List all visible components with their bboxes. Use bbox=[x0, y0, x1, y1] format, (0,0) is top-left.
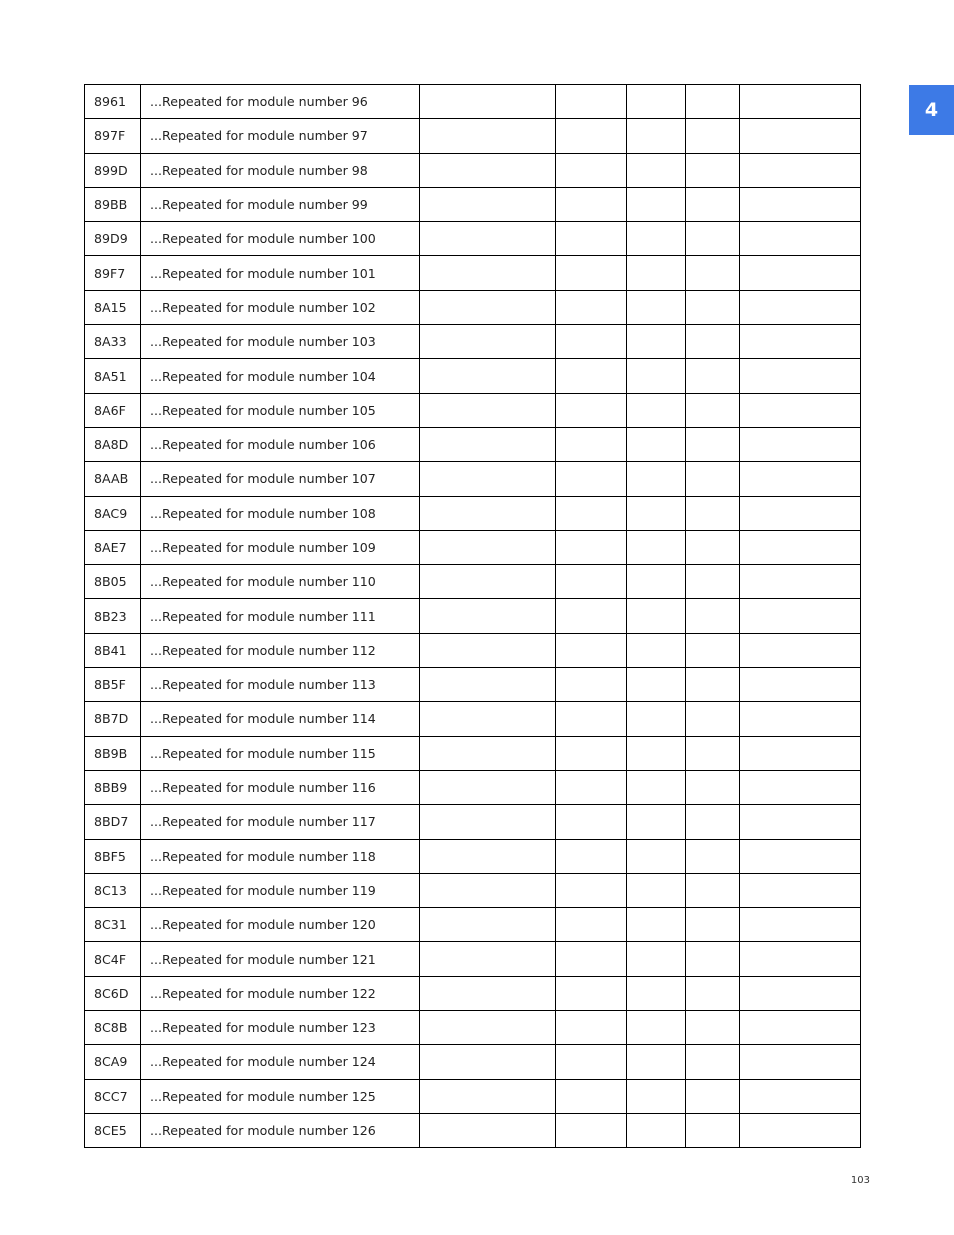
page-number: 103 bbox=[850, 1175, 870, 1186]
table-row bbox=[85, 736, 861, 770]
empty-cell bbox=[627, 359, 686, 393]
empty-cell bbox=[740, 942, 861, 976]
address-cell: 8AAB bbox=[85, 462, 141, 496]
empty-cell bbox=[686, 565, 740, 599]
empty-cell bbox=[740, 599, 861, 633]
description-cell: ...Repeated for module number 103 bbox=[141, 325, 420, 359]
empty-cell bbox=[740, 839, 861, 873]
empty-cell bbox=[556, 942, 627, 976]
empty-cell bbox=[627, 153, 686, 187]
empty-cell bbox=[740, 1011, 861, 1045]
address-cell: 8A6F bbox=[85, 393, 141, 427]
empty-cell bbox=[686, 496, 740, 530]
empty-cell bbox=[420, 256, 556, 290]
empty-cell bbox=[686, 1079, 740, 1113]
empty-cell bbox=[627, 290, 686, 324]
empty-cell bbox=[627, 1113, 686, 1147]
empty-cell bbox=[686, 290, 740, 324]
table-row bbox=[85, 530, 861, 564]
empty-cell bbox=[740, 462, 861, 496]
empty-cell bbox=[420, 736, 556, 770]
table-row bbox=[85, 908, 861, 942]
table-row bbox=[85, 565, 861, 599]
empty-cell bbox=[420, 668, 556, 702]
empty-cell bbox=[740, 770, 861, 804]
empty-cell bbox=[556, 85, 627, 119]
empty-cell bbox=[420, 599, 556, 633]
empty-cell bbox=[686, 770, 740, 804]
empty-cell bbox=[740, 187, 861, 221]
empty-cell bbox=[556, 153, 627, 187]
table-body bbox=[85, 85, 861, 1148]
empty-cell bbox=[686, 1045, 740, 1079]
description-cell: ...Repeated for module number 106 bbox=[141, 427, 420, 461]
description-cell: ...Repeated for module number 105 bbox=[141, 393, 420, 427]
description-cell: ...Repeated for module number 126 bbox=[141, 1113, 420, 1147]
empty-cell bbox=[420, 770, 556, 804]
table-row bbox=[85, 1113, 861, 1147]
empty-cell bbox=[420, 359, 556, 393]
empty-cell bbox=[686, 153, 740, 187]
table-row bbox=[85, 427, 861, 461]
empty-cell bbox=[740, 1113, 861, 1147]
empty-cell bbox=[627, 187, 686, 221]
description-cell: ...Repeated for module number 107 bbox=[141, 462, 420, 496]
modbus-register-table bbox=[84, 84, 861, 1148]
empty-cell bbox=[627, 325, 686, 359]
table-row bbox=[85, 633, 861, 667]
empty-cell bbox=[556, 393, 627, 427]
table-row bbox=[85, 222, 861, 256]
empty-cell bbox=[686, 805, 740, 839]
address-cell: 8A8D bbox=[85, 427, 141, 461]
empty-cell bbox=[627, 256, 686, 290]
empty-cell bbox=[740, 119, 861, 153]
empty-cell bbox=[556, 119, 627, 153]
description-cell: ...Repeated for module number 101 bbox=[141, 256, 420, 290]
empty-cell bbox=[627, 1045, 686, 1079]
table-row bbox=[85, 290, 861, 324]
empty-cell bbox=[627, 1079, 686, 1113]
empty-cell bbox=[686, 359, 740, 393]
empty-cell bbox=[740, 805, 861, 839]
table-row bbox=[85, 1079, 861, 1113]
empty-cell bbox=[627, 908, 686, 942]
empty-cell bbox=[420, 1045, 556, 1079]
empty-cell bbox=[627, 496, 686, 530]
address-cell: 8B7D bbox=[85, 702, 141, 736]
empty-cell bbox=[627, 873, 686, 907]
empty-cell bbox=[686, 976, 740, 1010]
address-cell: 8B23 bbox=[85, 599, 141, 633]
table-row bbox=[85, 805, 861, 839]
empty-cell bbox=[686, 393, 740, 427]
table-row bbox=[85, 1011, 861, 1045]
description-cell: ...Repeated for module number 120 bbox=[141, 908, 420, 942]
empty-cell bbox=[740, 736, 861, 770]
empty-cell bbox=[686, 1113, 740, 1147]
empty-cell bbox=[556, 427, 627, 461]
description-cell: ...Repeated for module number 97 bbox=[141, 119, 420, 153]
address-cell: 897F bbox=[85, 119, 141, 153]
empty-cell bbox=[740, 1079, 861, 1113]
table-row bbox=[85, 702, 861, 736]
empty-cell bbox=[420, 1079, 556, 1113]
description-cell: ...Repeated for module number 121 bbox=[141, 942, 420, 976]
empty-cell bbox=[420, 565, 556, 599]
table-row bbox=[85, 942, 861, 976]
empty-cell bbox=[556, 1011, 627, 1045]
empty-cell bbox=[686, 839, 740, 873]
address-cell: 8B5F bbox=[85, 668, 141, 702]
empty-cell bbox=[556, 805, 627, 839]
empty-cell bbox=[627, 85, 686, 119]
empty-cell bbox=[627, 393, 686, 427]
description-cell: ...Repeated for module number 109 bbox=[141, 530, 420, 564]
empty-cell bbox=[420, 530, 556, 564]
empty-cell bbox=[740, 496, 861, 530]
empty-cell bbox=[627, 976, 686, 1010]
address-cell: 8A15 bbox=[85, 290, 141, 324]
empty-cell bbox=[420, 805, 556, 839]
empty-cell bbox=[556, 908, 627, 942]
table-row bbox=[85, 496, 861, 530]
empty-cell bbox=[556, 290, 627, 324]
empty-cell bbox=[627, 633, 686, 667]
empty-cell bbox=[740, 565, 861, 599]
empty-cell bbox=[420, 427, 556, 461]
table-row bbox=[85, 770, 861, 804]
address-cell: 8CA9 bbox=[85, 1045, 141, 1079]
empty-cell bbox=[556, 359, 627, 393]
empty-cell bbox=[420, 1113, 556, 1147]
empty-cell bbox=[627, 565, 686, 599]
address-cell: 8CE5 bbox=[85, 1113, 141, 1147]
empty-cell bbox=[420, 839, 556, 873]
empty-cell bbox=[627, 668, 686, 702]
empty-cell bbox=[627, 530, 686, 564]
empty-cell bbox=[740, 976, 861, 1010]
empty-cell bbox=[420, 942, 556, 976]
description-cell: ...Repeated for module number 102 bbox=[141, 290, 420, 324]
table-row bbox=[85, 187, 861, 221]
empty-cell bbox=[740, 908, 861, 942]
empty-cell bbox=[420, 290, 556, 324]
table-row bbox=[85, 1045, 861, 1079]
empty-cell bbox=[556, 1079, 627, 1113]
empty-cell bbox=[556, 530, 627, 564]
description-cell: ...Repeated for module number 112 bbox=[141, 633, 420, 667]
address-cell: 89F7 bbox=[85, 256, 141, 290]
description-cell: ...Repeated for module number 104 bbox=[141, 359, 420, 393]
empty-cell bbox=[627, 839, 686, 873]
description-cell: ...Repeated for module number 114 bbox=[141, 702, 420, 736]
empty-cell bbox=[686, 462, 740, 496]
empty-cell bbox=[686, 325, 740, 359]
address-cell: 89BB bbox=[85, 187, 141, 221]
address-cell: 8CC7 bbox=[85, 1079, 141, 1113]
empty-cell bbox=[740, 256, 861, 290]
empty-cell bbox=[686, 668, 740, 702]
empty-cell bbox=[686, 1011, 740, 1045]
description-cell: ...Repeated for module number 115 bbox=[141, 736, 420, 770]
empty-cell bbox=[420, 119, 556, 153]
address-cell: 8C4F bbox=[85, 942, 141, 976]
empty-cell bbox=[556, 633, 627, 667]
empty-cell bbox=[420, 462, 556, 496]
description-cell: ...Repeated for module number 111 bbox=[141, 599, 420, 633]
empty-cell bbox=[556, 873, 627, 907]
empty-cell bbox=[420, 633, 556, 667]
empty-cell bbox=[556, 702, 627, 736]
description-cell: ...Repeated for module number 117 bbox=[141, 805, 420, 839]
empty-cell bbox=[686, 633, 740, 667]
empty-cell bbox=[740, 222, 861, 256]
empty-cell bbox=[686, 187, 740, 221]
description-cell: ...Repeated for module number 113 bbox=[141, 668, 420, 702]
empty-cell bbox=[556, 325, 627, 359]
empty-cell bbox=[740, 668, 861, 702]
empty-cell bbox=[627, 222, 686, 256]
empty-cell bbox=[420, 153, 556, 187]
description-cell: ...Repeated for module number 110 bbox=[141, 565, 420, 599]
description-cell: ...Repeated for module number 96 bbox=[141, 85, 420, 119]
address-cell: 8C13 bbox=[85, 873, 141, 907]
empty-cell bbox=[420, 976, 556, 1010]
empty-cell bbox=[556, 1113, 627, 1147]
table-row bbox=[85, 976, 861, 1010]
address-cell: 8B05 bbox=[85, 565, 141, 599]
empty-cell bbox=[686, 256, 740, 290]
description-cell: ...Repeated for module number 124 bbox=[141, 1045, 420, 1079]
address-cell: 8B41 bbox=[85, 633, 141, 667]
description-cell: ...Repeated for module number 118 bbox=[141, 839, 420, 873]
empty-cell bbox=[556, 599, 627, 633]
description-cell: ...Repeated for module number 100 bbox=[141, 222, 420, 256]
empty-cell bbox=[686, 85, 740, 119]
table-row bbox=[85, 359, 861, 393]
table-row bbox=[85, 873, 861, 907]
empty-cell bbox=[556, 462, 627, 496]
address-cell: 8BF5 bbox=[85, 839, 141, 873]
address-cell: 8961 bbox=[85, 85, 141, 119]
table-row bbox=[85, 839, 861, 873]
description-cell: ...Repeated for module number 98 bbox=[141, 153, 420, 187]
empty-cell bbox=[686, 427, 740, 461]
empty-cell bbox=[556, 976, 627, 1010]
empty-cell bbox=[686, 908, 740, 942]
empty-cell bbox=[627, 770, 686, 804]
table-row bbox=[85, 393, 861, 427]
empty-cell bbox=[686, 599, 740, 633]
address-cell: 8BB9 bbox=[85, 770, 141, 804]
empty-cell bbox=[627, 427, 686, 461]
empty-cell bbox=[627, 119, 686, 153]
empty-cell bbox=[556, 496, 627, 530]
empty-cell bbox=[556, 668, 627, 702]
address-cell: 8A33 bbox=[85, 325, 141, 359]
empty-cell bbox=[740, 427, 861, 461]
table-row bbox=[85, 85, 861, 119]
table-row bbox=[85, 325, 861, 359]
table-row bbox=[85, 599, 861, 633]
address-cell: 8AC9 bbox=[85, 496, 141, 530]
empty-cell bbox=[556, 256, 627, 290]
empty-cell bbox=[686, 736, 740, 770]
empty-cell bbox=[627, 736, 686, 770]
empty-cell bbox=[740, 359, 861, 393]
description-cell: ...Repeated for module number 116 bbox=[141, 770, 420, 804]
empty-cell bbox=[686, 530, 740, 564]
empty-cell bbox=[627, 942, 686, 976]
description-cell: ...Repeated for module number 123 bbox=[141, 1011, 420, 1045]
empty-cell bbox=[556, 565, 627, 599]
description-cell: ...Repeated for module number 108 bbox=[141, 496, 420, 530]
address-cell: 8BD7 bbox=[85, 805, 141, 839]
empty-cell bbox=[420, 702, 556, 736]
description-cell: ...Repeated for module number 99 bbox=[141, 187, 420, 221]
table-row bbox=[85, 668, 861, 702]
empty-cell bbox=[740, 85, 861, 119]
empty-cell bbox=[420, 325, 556, 359]
empty-cell bbox=[420, 496, 556, 530]
address-cell: 8C31 bbox=[85, 908, 141, 942]
empty-cell bbox=[420, 222, 556, 256]
empty-cell bbox=[420, 187, 556, 221]
empty-cell bbox=[556, 736, 627, 770]
empty-cell bbox=[740, 290, 861, 324]
empty-cell bbox=[740, 393, 861, 427]
address-cell: 899D bbox=[85, 153, 141, 187]
empty-cell bbox=[740, 1045, 861, 1079]
empty-cell bbox=[686, 702, 740, 736]
empty-cell bbox=[556, 187, 627, 221]
empty-cell bbox=[420, 908, 556, 942]
description-cell: ...Repeated for module number 125 bbox=[141, 1079, 420, 1113]
empty-cell bbox=[740, 530, 861, 564]
empty-cell bbox=[627, 599, 686, 633]
address-cell: 8C8B bbox=[85, 1011, 141, 1045]
empty-cell bbox=[686, 873, 740, 907]
empty-cell bbox=[627, 462, 686, 496]
empty-cell bbox=[420, 1011, 556, 1045]
address-cell: 8AE7 bbox=[85, 530, 141, 564]
table-row bbox=[85, 256, 861, 290]
empty-cell bbox=[740, 702, 861, 736]
address-cell: 8C6D bbox=[85, 976, 141, 1010]
empty-cell bbox=[420, 393, 556, 427]
empty-cell bbox=[740, 153, 861, 187]
empty-cell bbox=[627, 702, 686, 736]
description-cell: ...Repeated for module number 122 bbox=[141, 976, 420, 1010]
empty-cell bbox=[740, 633, 861, 667]
address-cell: 8A51 bbox=[85, 359, 141, 393]
empty-cell bbox=[686, 942, 740, 976]
empty-cell bbox=[420, 85, 556, 119]
empty-cell bbox=[556, 222, 627, 256]
empty-cell bbox=[420, 873, 556, 907]
address-cell: 8B9B bbox=[85, 736, 141, 770]
empty-cell bbox=[556, 839, 627, 873]
empty-cell bbox=[740, 325, 861, 359]
table-row bbox=[85, 462, 861, 496]
description-cell: ...Repeated for module number 119 bbox=[141, 873, 420, 907]
empty-cell bbox=[686, 119, 740, 153]
empty-cell bbox=[556, 1045, 627, 1079]
empty-cell bbox=[627, 1011, 686, 1045]
table-row bbox=[85, 153, 861, 187]
empty-cell bbox=[740, 873, 861, 907]
empty-cell bbox=[556, 770, 627, 804]
empty-cell bbox=[627, 805, 686, 839]
table-row bbox=[85, 119, 861, 153]
empty-cell bbox=[686, 222, 740, 256]
chapter-tab: 4 bbox=[909, 85, 954, 135]
address-cell: 89D9 bbox=[85, 222, 141, 256]
